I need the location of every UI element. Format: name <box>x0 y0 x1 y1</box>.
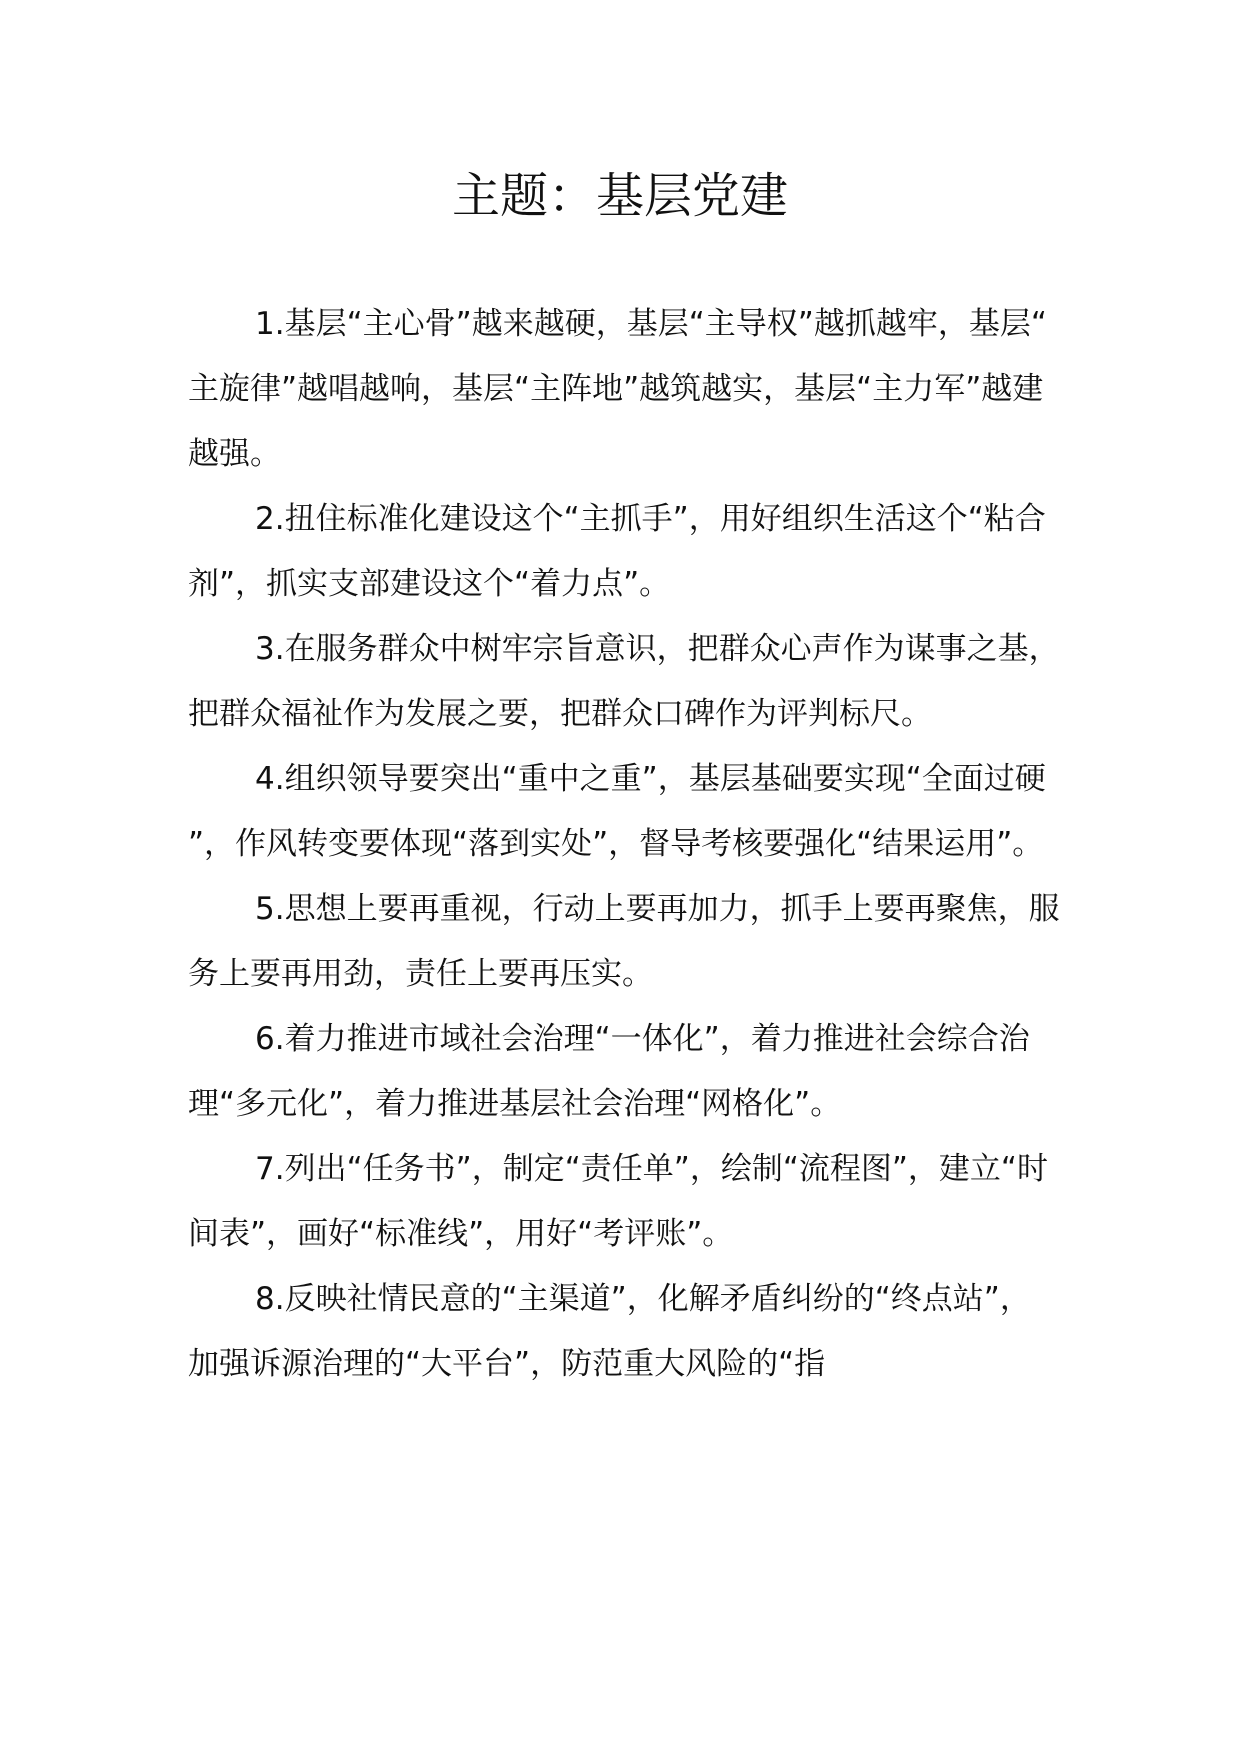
paragraph-4: 4.组织领导要突出“重中之重”，基层基础要实现“全面过硬”，作风转变要体现“落到实处”，督导考核要强化“结果运用”。 <box>188 761 1046 862</box>
document-title: 主题：基层党建 <box>451 168 788 224</box>
paragraph-7: 7.列出“任务书”，制定“责任单”，绘制“流程图”，建立“时间表”，画好“标准线”，用好“考评账”。 <box>188 1151 1048 1252</box>
document-body <box>188 292 1060 1397</box>
paragraph-3: 3.在服务群众中树牢宗旨意识，把群众心声作为谋事之基，把群众福祉作为发展之要，把群众口碑作为评判标尺。 <box>188 631 1060 732</box>
paragraph-6: 6.着力推进市域社会治理“一体化”，着力推进社会综合治理“多元化”，着力推进基层社会治理“网格化”。 <box>188 1021 1030 1122</box>
paragraph-1: 1.基层“主心骨”越来越硬，基层“主导权”越抓越牢，基层“主旋律”越唱越响，基层“主阵地”越筑越实，基层“主力军”越建越强。 <box>188 306 1047 472</box>
paragraph-8: 8.反映社情民意的“主渠道”，化解矛盾纠纷的“终点站”，加强诉源治理的“大平台”，防范重大风险的“指 <box>188 1281 1031 1382</box>
paragraph-2: 2.扭住标准化建设这个“主抓手”，用好组织生活这个“粘合剂”，抓实支部建设这个“着力点”。 <box>188 501 1046 602</box>
paragraph-5: 5.思想上要再重视，行动上要再加力，抓手上要再聚焦，服务上要再用劲，责任上要再压实。 <box>188 891 1060 992</box>
